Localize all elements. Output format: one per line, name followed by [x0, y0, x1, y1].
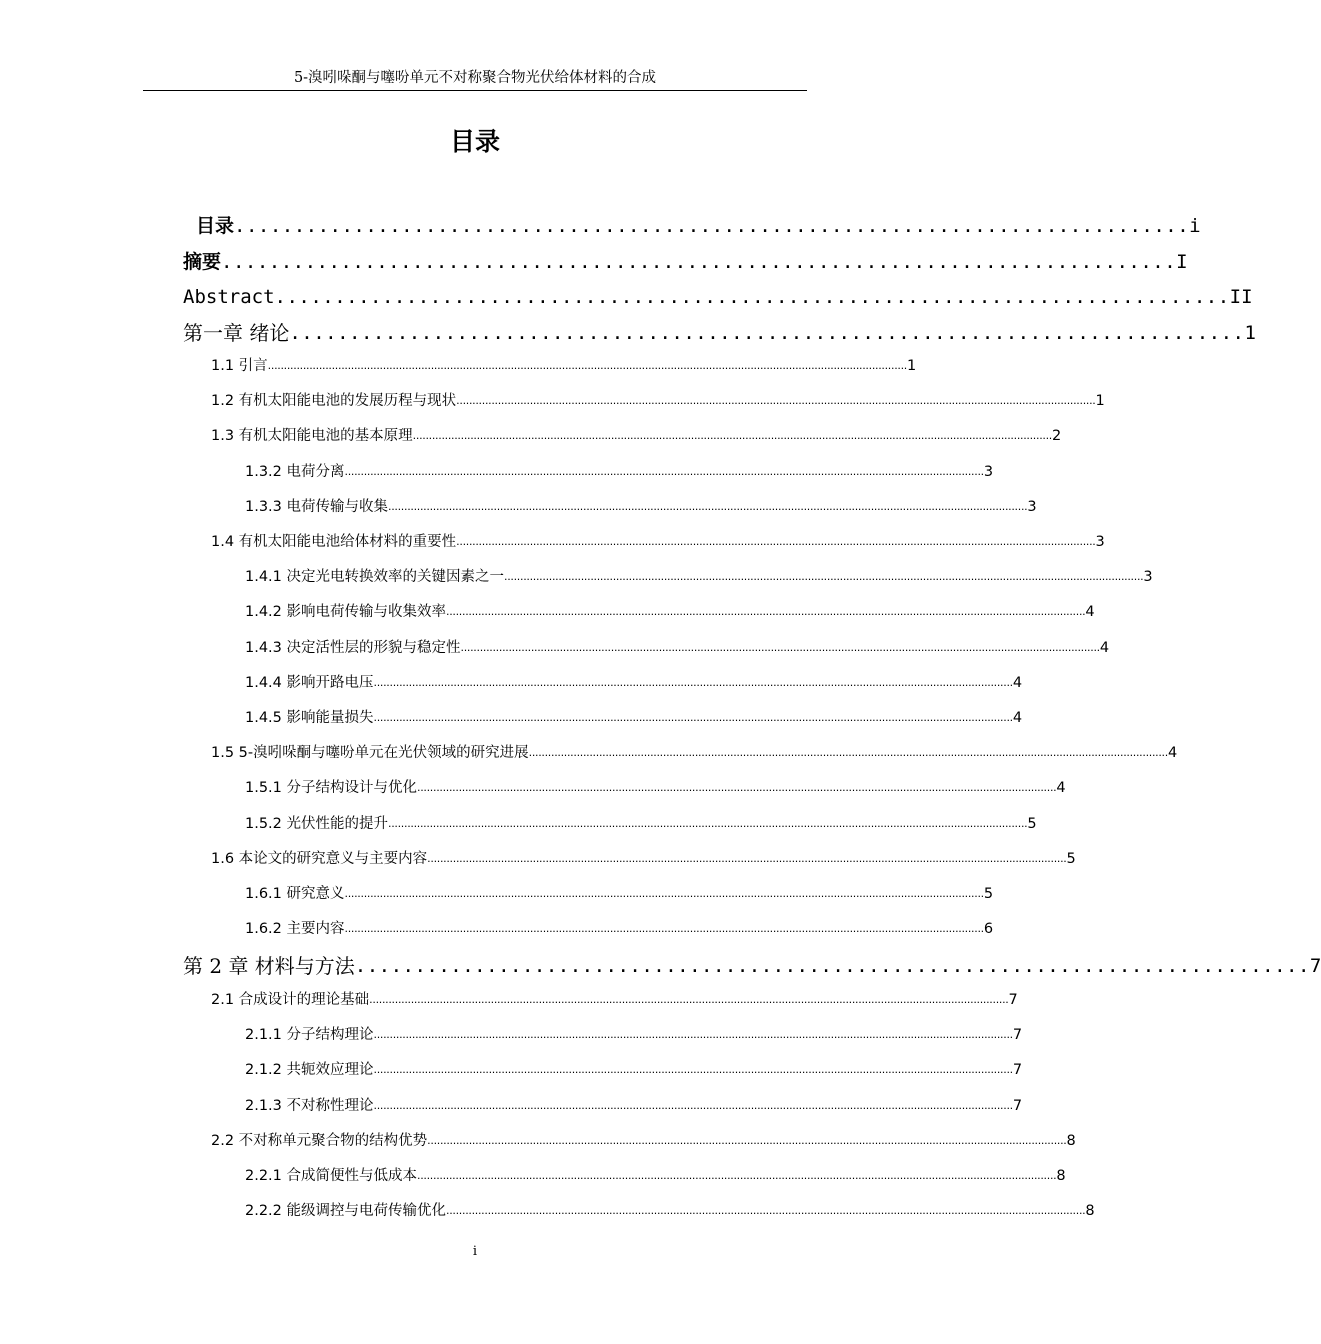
toc-entry-label: 1.4.5 影响能量损失 [245, 710, 374, 726]
toc-entry-label: 2.1.3 不对称性理论 [245, 1097, 374, 1114]
dot-leader: ........................................................................................................................................................................................................ [446, 1204, 1086, 1218]
dot-leader: ........................................................................................................................................................................................................ [528, 746, 1168, 760]
toc-entry-label: 2.2.1 合成简便性与低成本 [245, 1167, 418, 1184]
toc-entry[interactable] [183, 951, 1321, 981]
dot-leader: ........................................................................................................................................................................................................ [456, 394, 1096, 408]
toc-entry[interactable] [245, 564, 1153, 590]
toc-entry[interactable] [211, 846, 1076, 872]
dot-leader: ........................................................................................................................................................................................................ [267, 359, 907, 372]
toc-entry-page: 5 [983, 886, 994, 902]
toc-entry[interactable] [245, 881, 994, 907]
toc-entry-page: 8 [1085, 1203, 1095, 1220]
toc-entry-label: 1.3 有机太阳能电池的基本原理 [211, 428, 413, 445]
toc-entry-label: 1.3.2 电荷分离 [245, 463, 345, 480]
toc-entry-page: 3 [1143, 569, 1153, 586]
toc-entry-label: 1.6 本论文的研究意义与主要内容 [211, 850, 428, 867]
toc-entry-label: 1.4.2 影响电荷传输与收集效率 [245, 604, 447, 621]
toc-entry-page: 6 [983, 921, 994, 938]
toc-entry-label: 1.1 引言 [211, 358, 268, 374]
toc-entry[interactable] [211, 529, 1105, 555]
dot-leader: ........................................................................................................................................................................................................ [373, 1063, 1013, 1077]
toc-entry-label: 1.4.1 决定光电转换效率的关键因素之一 [245, 569, 505, 586]
toc-entry-page: 5 [1066, 850, 1076, 867]
dot-leader: ........................................................................................................................................................................................................ [344, 922, 984, 936]
dot-leader: ................................................................................ [221, 250, 1177, 273]
toc-entry-page: 7 [1012, 1097, 1023, 1114]
toc-entry-label: 目录 [196, 215, 235, 237]
dot-leader: ........................................................................................................................................................................................................ [373, 675, 1013, 689]
toc-entry-page: 7 [1012, 1027, 1023, 1044]
toc-entry-page: 4 [1012, 674, 1023, 691]
toc-entry[interactable] [183, 247, 1188, 277]
dot-leader: ........................................................................................................................................................................................................ [388, 816, 1028, 830]
toc-entry[interactable] [211, 423, 1062, 449]
toc-entry-page: 5 [1027, 815, 1037, 832]
toc-entry-page: 8 [1066, 1132, 1076, 1149]
toc-entry[interactable] [245, 1093, 1023, 1119]
toc-entry[interactable] [245, 1022, 1023, 1048]
toc-entry[interactable] [245, 494, 1037, 520]
dot-leader: ........................................................................................................................................................................................................ [427, 1133, 1067, 1147]
toc-entry[interactable] [245, 705, 1023, 731]
toc-entry-page: 4 [1085, 604, 1095, 621]
toc-entry[interactable] [211, 1128, 1076, 1154]
toc-entry-label: 2.2.2 能级调控与电荷传输优化 [245, 1203, 447, 1220]
dot-leader: ........................................................................................................................................................................................................ [388, 499, 1028, 513]
dot-leader: ........................................................................................................................................................................................................ [373, 1098, 1013, 1112]
dot-leader: ........................................................................................................................................................................................................ [369, 992, 1009, 1006]
dot-leader: ........................................................................................................................................................................................................ [456, 535, 1096, 548]
dot-leader: ........................................................................................................................................................................................................ [412, 429, 1052, 443]
toc-entry-page: 3 [1095, 534, 1105, 550]
toc-entry[interactable] [211, 740, 1178, 766]
toc-entry[interactable] [245, 635, 1110, 661]
dot-leader: ........................................................................................................................................................................................................ [446, 605, 1086, 619]
dot-leader: ........................................................................................................................................................................................................ [373, 711, 1013, 724]
toc-entry-page: 1 [907, 358, 917, 374]
toc-entry[interactable] [211, 987, 1018, 1013]
toc-entry[interactable] [245, 811, 1037, 837]
toc-entry[interactable] [245, 916, 994, 942]
toc-entry-page: 4 [1099, 639, 1110, 656]
dot-leader: ........................................................................................................................................................................................................ [417, 781, 1057, 795]
dot-leader: ................................................................................ [274, 286, 1230, 308]
dot-leader: ........................................................................................................................................................................................................ [504, 570, 1144, 584]
page-title: 目录 [449, 127, 500, 156]
toc-entry-label: 1.4.4 影响开路电压 [245, 674, 374, 691]
toc-entry-label: 1.5.2 光伏性能的提升 [245, 815, 389, 832]
toc-entry-label: 2.2 不对称单元聚合物的结构优势 [211, 1132, 428, 1149]
toc-entry-label: 1.6.1 研究意义 [245, 886, 345, 902]
toc-entry[interactable] [245, 459, 994, 485]
toc-entry-label: Abstract [183, 286, 275, 308]
toc-entry-label: 2.1.2 共轭效应理论 [245, 1062, 374, 1079]
running-header: 5-溴吲哚酮与噻吩单元不对称聚合物光伏给体材料的合成 [143, 66, 807, 91]
dot-leader: ................................................................................ [354, 955, 1310, 978]
toc-entry-page: 7 [1008, 991, 1018, 1008]
toc-entry-page: I [1176, 250, 1188, 273]
dot-leader: ........................................................................................................................................................................................................ [427, 851, 1067, 865]
toc-entry-label: 1.4.3 决定活性层的形貌与稳定性 [245, 639, 461, 656]
toc-entry-label: 1.3.3 电荷传输与收集 [245, 498, 389, 515]
toc-entry-label: 2.1 合成设计的理论基础 [211, 991, 370, 1008]
toc-entry-page: i [1189, 215, 1201, 237]
toc-entry[interactable] [245, 1057, 1023, 1083]
toc-entry-label: 1.6.2 主要内容 [245, 921, 345, 938]
toc-entry-page: 4 [1056, 780, 1066, 797]
toc-entry-label: 1.4 有机太阳能电池给体材料的重要性 [211, 534, 457, 550]
dot-leader: ........................................................................................................................................................................................................ [417, 1168, 1057, 1182]
toc-entry-label: 1.5 5-溴吲哚酮与噻吩单元在光伏领域的研究进展 [211, 745, 529, 762]
dot-leader: ........................................................................................................................................................................................................ [344, 887, 984, 900]
toc-entry-page: 7 [1012, 1062, 1023, 1079]
toc-entry[interactable] [245, 1198, 1095, 1224]
dot-leader: ................................................................................ [289, 321, 1245, 344]
toc-entry[interactable] [245, 775, 1066, 801]
toc-entry-label: 1.5.1 分子结构设计与优化 [245, 780, 418, 797]
toc-entry-page: 7 [1309, 955, 1321, 978]
toc-entry-page: 2 [1052, 428, 1062, 445]
toc-entry[interactable] [245, 599, 1095, 625]
toc-entry-page: 8 [1056, 1167, 1066, 1184]
toc-entry[interactable] [183, 318, 1256, 348]
dot-leader: ................................................................................ [234, 215, 1190, 237]
toc-entry[interactable] [245, 670, 1023, 696]
toc-entry-page: 3 [983, 463, 994, 480]
page-number: i [472, 1244, 478, 1259]
toc-entry[interactable] [196, 211, 1201, 241]
toc-entry-page: 1 [1244, 321, 1256, 344]
dot-leader: ........................................................................................................................................................................................................ [460, 640, 1100, 654]
toc-entry-label: 2.1.1 分子结构理论 [245, 1027, 374, 1044]
toc-entry-page: 4 [1012, 710, 1023, 726]
toc-entry[interactable] [211, 388, 1105, 414]
dot-leader: ........................................................................................................................................................................................................ [373, 1028, 1013, 1042]
toc-entry[interactable] [211, 353, 917, 379]
toc-entry-label: 摘要 [183, 250, 222, 273]
toc-entry-label: 第一章 绪论 [183, 320, 290, 345]
toc-entry-page: 1 [1095, 393, 1105, 410]
toc-entry[interactable] [245, 1163, 1066, 1189]
toc-entry-page: 4 [1167, 745, 1178, 762]
toc-entry[interactable] [183, 282, 1253, 312]
dot-leader: ........................................................................................................................................................................................................ [344, 464, 984, 478]
toc-entry-label: 第 2 章 材料与方法 [183, 954, 355, 979]
toc-entry-page: 3 [1027, 498, 1037, 515]
toc-entry-page: II [1229, 286, 1253, 308]
toc-entry-label: 1.2 有机太阳能电池的发展历程与现状 [211, 393, 457, 410]
